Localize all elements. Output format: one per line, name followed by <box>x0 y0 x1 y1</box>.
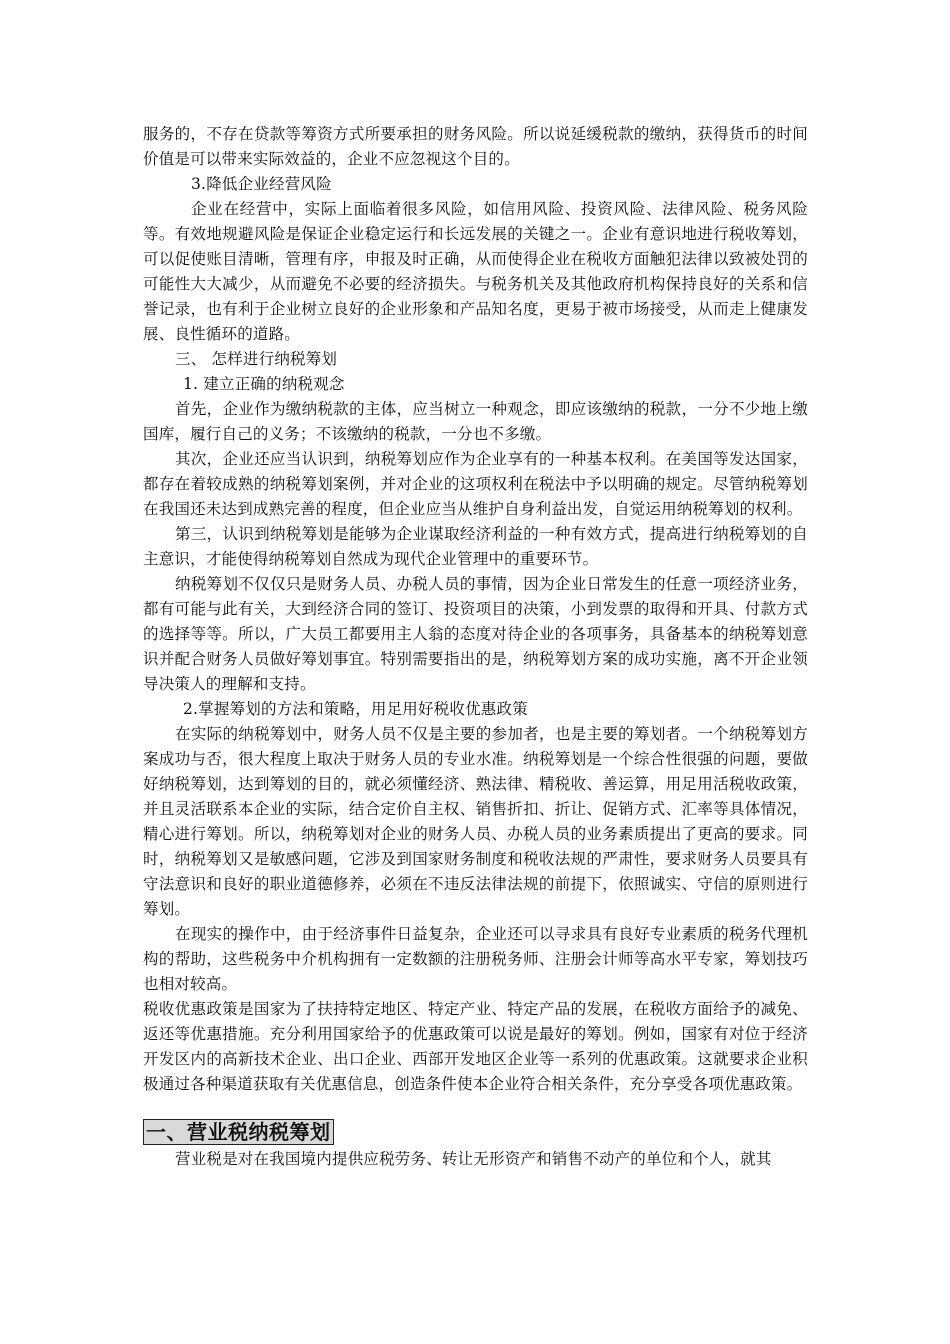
paragraph-risk: 企业在经营中，实际上面临着很多风险，如信用风险、投资风险、法律风险、税务风险等。有效地规避风险是保证企业稳定运行和长远发展的关键之一。企业有意识地进行税收筹划，可以促使账目清晰，管理有序，申报及时正确，从而使得企业在税收方面触犯法律以致被处罚的可能性大大减少，从而避免不必要的经济损失。与税务机关及其他政府机构保持良好的关系和信誉记录，也有利于企业树立良好的企业形象和产品知名度，更易于被市场接受，从而走上健康发展、良性循环的道路。 <box>143 200 808 343</box>
section-heading-block <box>143 1119 808 1147</box>
subheading-reduce-risk: 3.降低企业经营风险 <box>191 175 332 193</box>
paragraph-staff: 纳税筹划不仅仅只是财务人员、办税人员的事情，因为企业日常发生的任意一项经济业务，都有可能与此有关，大到经济合同的签订、投资项目的决策，小到发票的取得和开具、付款方式的选择等等。所以，广大员工都要用主人翁的态度对待企业的各项事务，具备基本的纳税筹划意识并配合财务人员做好筹划事宜。特别需要指出的是，纳税筹划方案的成功实施，离不开企业领导决策人的理解和支持。 <box>143 575 808 693</box>
section-heading-business-tax: 一、营业税纳税筹划 <box>143 1119 334 1145</box>
section-heading-how-to-plan: 三、 怎样进行纳税筹划 <box>175 350 338 368</box>
paragraph-time-value: 服务的，不存在贷款等筹资方式所要承担的财务风险。所以说延缓税款的缴纳，获得货币的时间价值是可以带来实际效益的，企业不应忽视这个目的。 <box>143 125 808 168</box>
paragraph-third: 第三，认识到纳税筹划是能够为企业谋取经济利益的一种有效方式，提高进行纳税筹划的自主意识，才能使得纳税筹划自然成为现代企业管理中的重要环节。 <box>143 525 808 568</box>
paragraph-practice: 在实际的纳税筹划中，财务人员不仅是主要的参加者，也是主要的筹划者。一个纳税筹划方案成功与否，很大程度上取决于财务人员的专业水准。纳税筹划是一个综合性很强的问题，要做好纳税筹划，达到筹划的目的，就必须懂经济、熟法律、精税收、善运算，用足用活税收政策，并且灵活联系本企业的实际，结合定价自主权、销售折扣、折让、促销方式、汇率等具体情况，精心进行筹划。所以，纳税筹划对企业的财务人员、办税人员的业务素质提出了更高的要求。同时，纳税筹划又是敏感问题，它涉及到国家财务制度和税收法规的严肃性，要求财务人员要具有守法意识和良好的职业道德修养，必须在不违反法律法规的前提下，依照诚实、守信的原则进行筹划。 <box>143 725 808 918</box>
subheading-correct-concept: 1. 建立正确的纳税观念 <box>183 375 345 393</box>
paragraph-first: 首先，企业作为缴纳税款的主体，应当树立一种观念，即应该缴纳的税款，一分不少地上缴国库，履行自己的义务；不该缴纳的税款，一分也不多缴。 <box>143 400 808 443</box>
paragraph-second: 其次，企业还应当认识到，纳税筹划应作为企业享有的一种基本权利。在美国等发达国家，都存在着较成熟的纳税筹划案例，并对企业的这项权利在税法中予以明确的规定。尽管纳税筹划在我国还未达到成熟完善的程度，但企业应当从维护自身利益出发，自觉运用纳税筹划的权利。 <box>143 450 808 518</box>
paragraph-agency: 在现实的操作中，由于经济事件日益复杂，企业还可以寻求具有良好专业素质的税务代理机构的帮助，这些税务中介机构拥有一定数额的注册税务师、注册会计师等高水平专家，筹划技巧也相对较高。 <box>143 925 808 993</box>
subheading-methods: 2.掌握筹划的方法和策略，用足用好税收优惠政策 <box>183 700 528 718</box>
document-body <box>143 122 808 1172</box>
paragraph-preferential-policy: 税收优惠政策是国家为了扶持特定地区、特定产业、特定产品的发展，在税收方面给予的减免、返还等优惠措施。充分利用国家给予的优惠政策可以说是最好的筹划。例如，国家有对位于经济开发区内的高新技术企业、出口企业、西部开发地区企业等一系列的优惠政策。这就要求企业积极通过各种渠道获取有关优惠信息，创造条件使本企业符合相关条件，充分享受各项优惠政策。 <box>143 1000 808 1093</box>
paragraph-business-tax: 营业税是对在我国境内提供应税劳务、转让无形资产和销售不动产的单位和个人，就其 <box>175 1150 772 1168</box>
